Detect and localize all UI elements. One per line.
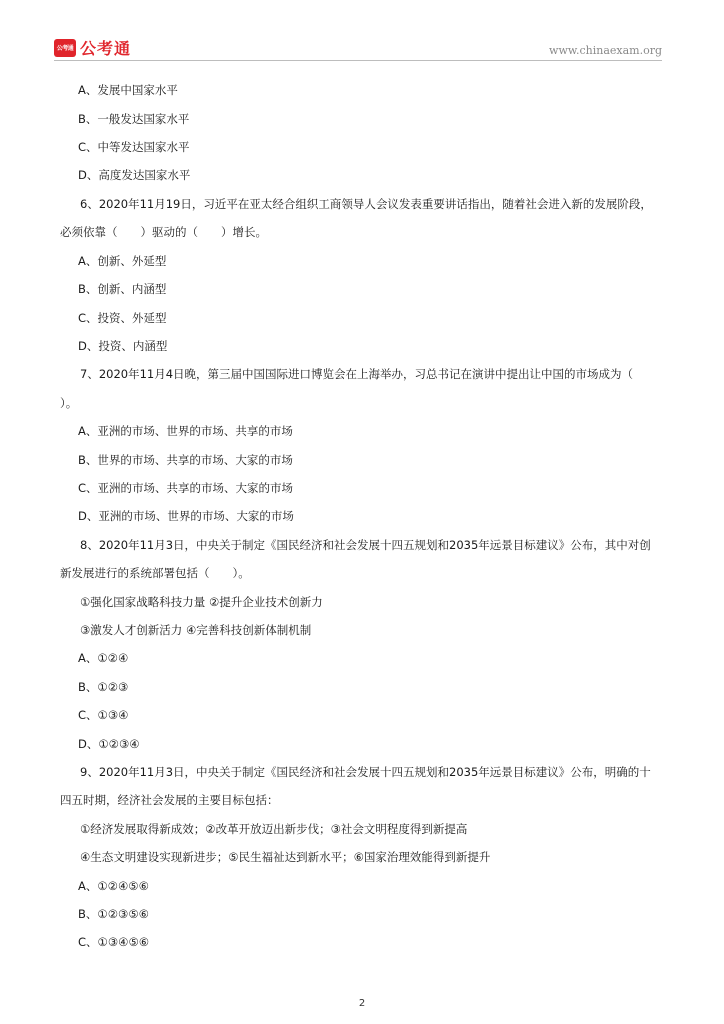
q7-option-a: A、亚洲的市场、世界的市场、共享的市场 <box>78 424 293 438</box>
page-header <box>0 0 724 62</box>
header-divider <box>54 60 662 61</box>
q8-item-line1: ①强化国家战略科技力量 ②提升企业技术创新力 <box>80 595 323 609</box>
q7-option-b: B、世界的市场、共享的市场、大家的市场 <box>78 453 293 467</box>
q8-option-b: B、①②③ <box>78 680 129 694</box>
q9-stem-line2: 四五时期，经济社会发展的主要目标包括： <box>60 793 279 807</box>
q8-stem-line1: 8、2020年11月3日，中央关于制定《国民经济和社会发展十四五规划和2035年远景目标建议》公布，其中对创 <box>80 538 651 552</box>
q7-option-c: C、亚洲的市场、共享的市场、大家的市场 <box>78 481 294 495</box>
q5-option-a: A、发展中国家水平 <box>78 83 178 97</box>
q9-option-c: C、①③④⑤⑥ <box>78 935 150 949</box>
q9-stem-line1: 9、2020年11月3日，中央关于制定《国民经济和社会发展十四五规划和2035年远景目标建议》公布，明确的十 <box>80 765 651 779</box>
q6-option-d: D、投资、内涵型 <box>78 339 168 353</box>
q9-option-b: B、①②③⑤⑥ <box>78 907 149 921</box>
q8-option-a: A、①②④ <box>78 651 129 665</box>
q6-stem-line1: 6、2020年11月19日，习近平在亚太经合组织工商领导人会议发表重要讲话指出，随着社会进入新的发展阶段， <box>80 197 652 211</box>
q5-option-d: D、高度发达国家水平 <box>78 168 191 182</box>
q6-option-b: B、创新、内涵型 <box>78 282 167 296</box>
q7-stem-line1: 7、2020年11月4日晚，第三届中国国际进口博览会在上海举办，习总书记在演讲中提出让中国的市场成为（ <box>80 367 634 381</box>
q8-item-line2: ③激发人才创新活力 ④完善科技创新体制机制 <box>80 623 312 637</box>
page-number: 2 <box>358 998 366 1009</box>
q8-option-c: C、①③④ <box>78 708 129 722</box>
logo <box>54 36 131 59</box>
q7-stem-line2: ）。 <box>60 396 78 410</box>
q8-stem-line2: 新发展进行的系统部署包括（ ）。 <box>60 566 250 580</box>
q6-stem-line2: 必须依靠（ ）驱动的（ ）增长。 <box>60 225 267 239</box>
q6-option-a: A、创新、外延型 <box>78 254 167 268</box>
logo-text: 公考通 <box>80 39 132 58</box>
q6-option-c: C、投资、外延型 <box>78 311 167 325</box>
q9-item-line1: ①经济发展取得新成效；②改革开放迈出新步伐；③社会文明程度得到新提高 <box>80 822 468 836</box>
site-url: www.chinaexam.org <box>549 44 662 57</box>
q9-item-line2: ④生态文明建设实现新进步；⑤民生福祉达到新水平；⑥国家治理效能得到新提升 <box>80 850 491 864</box>
q8-option-d: D、①②③④ <box>78 737 140 751</box>
logo-badge-icon: 公考通 <box>54 39 76 57</box>
q9-option-a: A、①②④⑤⑥ <box>78 879 149 893</box>
q7-option-d: D、亚洲的市场、世界的市场、大家的市场 <box>78 509 294 523</box>
q5-option-c: C、中等发达国家水平 <box>78 140 190 154</box>
q5-option-b: B、一般发达国家水平 <box>78 112 190 126</box>
